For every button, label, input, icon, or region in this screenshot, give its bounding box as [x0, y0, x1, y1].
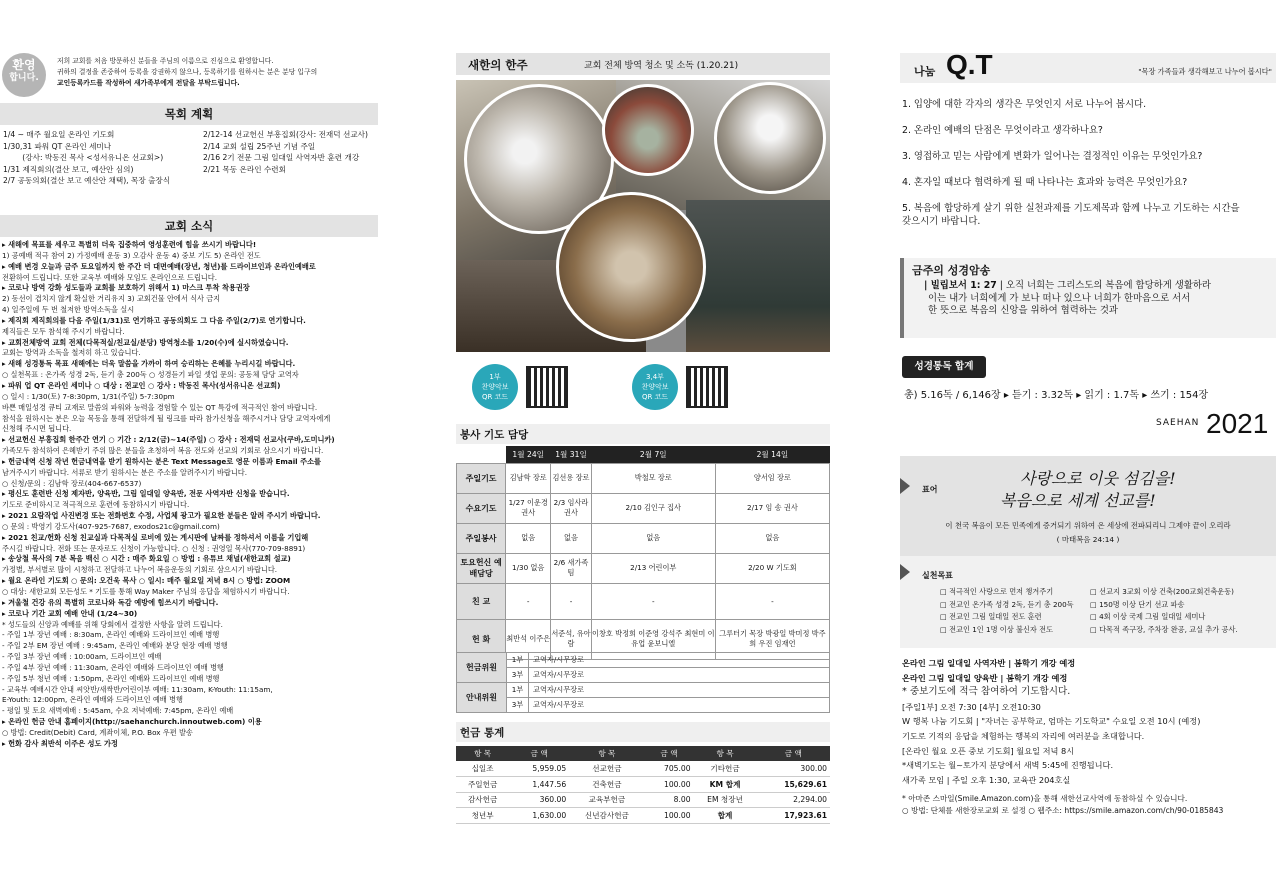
table-row: 십일조 5,959.05 선교헌금 705.00 기타헌금 300.00	[456, 761, 830, 777]
qr-code-service34[interactable]	[686, 366, 728, 408]
news-line: 기도로 준비하시고 적극적으로 훈련에 동참하시기 바랍니다.	[2, 500, 190, 510]
news-line: ▸ 평신도 훈련반 신청 제자반, 양육반, 그림 일대일 양육반, 전문 사역자반 신청을 받습니다.	[2, 489, 290, 499]
goals-label: 실천목표	[922, 571, 953, 580]
brand-year: 2021	[1206, 408, 1269, 439]
motto-label: 표어	[922, 485, 938, 494]
news-line: 참석을 원하시는 분은 오늘 목동을 통해 전달하게 될 링크를 따라 참가신청을 해주시거나 담당 교역자에게	[2, 413, 331, 423]
service-table: 1월 24일 1월 31일 2월 7일 2월 14일 주일기도 김남학 장로 김선용 장로 박철모 장로 양서임 장로 수요기도 1/27 이운경 권사 2/3 임사라 권사 2/10 김인구 집사 2/17 임 송 권사 주일봉사 없음 없음 없음 없음 토요헌신 예배담당 1/30 없음 2/6 새가족팀 2/13 어린이부 2/20 W 기도회 친 교 - - - - 헌 화 최반석 이주은 서준석, 유아람 이창호 박정희 이준영 강석주 최현미 이유업 윤보니엘 그루터기 목장 박광일 박미정 박주희 우진 임재언	[456, 446, 830, 660]
offering-title: 헌금 통계	[456, 722, 830, 742]
qt-header	[900, 49, 1276, 83]
reading-stats: 총) 5.16독 / 6,146장 ▸ 듣기 : 3.32독 ▸ 읽기 : 1.7독 ▸ 쓰기 : 154장	[904, 390, 1209, 401]
motto-line2: 복음으로 세계 선교를!	[1000, 491, 1156, 510]
qt-questions: 1. 입양에 대한 각자의 생각은 무엇인지 서로 나누어 봅시다. 2. 온라인 예배의 단점은 무엇이라고 생각하나요? 3. 영접하고 믿는 사람에게 변화가 일어나는 결정적인 이유는 무엇인가요? 4. 혼자일 때보다 협력하게 될 때 나타나는 효과와 능력은 무엇인가요? 5. 복음에 합당하게 살기 위한 실천과제를 기도제목과 함께 나누고 기도하는 시간을 갖으시기 바랍니다.	[902, 99, 1240, 227]
news-line: 주시길 바랍니다. 전화 또는 문자로도 신청이 가능합니다. ○ 신청 : 권영일 목사(770-709-8891)	[2, 543, 306, 553]
news-line: 가정별, 부서별로 많이 시청하고 전달하고 나누어 복음운동의 기회로 삼으시기 바랍니다.	[2, 565, 278, 575]
motto-line1: 사랑으로 이웃 섬김을!	[1020, 469, 1176, 488]
news-line: ▸ 온라인 헌금 안내 홈페이지(http://saehanchurch.innoutweb.com) 이용	[2, 717, 262, 727]
qt-label: 나눔	[914, 65, 936, 78]
news-line: ○ 신청/문의 : 김남학 장로(404-667-6537)	[2, 478, 142, 488]
service-title: 봉사 기도 담당	[456, 424, 830, 444]
welcome-badge: 환영 합니다.	[2, 53, 46, 97]
news-list	[0, 240, 378, 750]
offering-table: 항 목 금 액 항 목 금 액 항 목 금 액 십일조 5,959.05 선교헌금 705.00 기타헌금 300.00 주일헌금 1,447.56 건축헌금 100.00 KM 합계 15,629.61 감사헌금 360.00 교육부헌금 8.00 EM 청장년 2,294.00 청년부 1,630.00 신년감사헌금 100.00 합계 17,923.61	[456, 746, 830, 824]
news-line: - 교육부 예배시간 안내 씨앗반/새싹반/어린이부 예배: 11:30am, K-Youth: 11:15am,	[2, 684, 273, 694]
week-caption: 교회 전체 방역 청소 및 소독 (1.20.21)	[584, 61, 739, 71]
news-line: 제직들은 모두 참석해 주시기 바랍니다.	[2, 326, 125, 336]
news-line: ▸ 선교헌신 부흥집회 한주간 연기 ○ 기간 : 2/12(금)~14(주일) ○ 강사 : 전재덕 선교사(쿠바,도미니카)	[2, 435, 335, 445]
news-line: - 주일 5부 청년 예배 : 1:50pm, 온라인 예배와 드라이브인 예배 병행	[2, 673, 220, 683]
news-line: ▸ 2021 요람작업 사진변경 또는 전화번호 수정, 사업체 광고가 필요한 분들은 알려 주시기 바랍니다.	[2, 511, 321, 521]
goals-list: □ 적극적인 사랑으로 먼저 챙겨주기 □ 선교지 3교회 이상 건축(200교회건축운동) □ 전교인 온가족 성경 2독, 듣기 총 200독 □ 150명 이상 단기 선교 파송 □ 전교인 그림 일대일 전도 훈련 □ 4회 이상 국제 그림 일대일 세미나 □ 전교인 1인 1명 이상 불신자 전도 □ 다목적 족구장, 주차장 완공, 교실 추가 공사.	[940, 587, 1238, 634]
week-header	[456, 53, 830, 75]
news-line: 교회는 방역과 소독을 철저히 하고 있습니다.	[2, 348, 141, 358]
news-line: ▸ 겨울철 건강 유의 특별히 코로나와 독감 예방에 힘쓰시기 바랍니다.	[2, 597, 219, 607]
news-line: 가족모두 참석하여 은혜받기 주위 많은 분들을 초청하여 복음 전도와 선교의 기회로 삼으시기 바랍니다.	[2, 446, 324, 456]
table-row: 토요헌신 예배담당 1/30 없음 2/6 새가족팀 2/13 어린이부 2/20 W 기도회	[457, 553, 830, 583]
table-row: 청년부 1,630.00 신년감사헌금 100.00 합계 17,923.61	[456, 808, 830, 824]
table-row: 주일기도 김남학 장로 김선용 장로 박철모 장로 양서임 장로	[457, 463, 830, 493]
news-line: - 주일 1부 장년 예배 : 8:30am, 온라인 예배와 드라이브인 예배 병행	[2, 630, 220, 640]
news-line: ○ 일시 : 1/30(토) 7-8:30pm, 1/31(주일) 5-7:30pm	[2, 391, 175, 401]
news-line: E-Youth: 12:00pm, 온라인 예배와 드라이브인 예배 병행	[2, 695, 183, 705]
news-line: ▸ 예배 변경 오늘과 금주 토요일까지 한 주간 더 대면예배(장년, 청년)를 드라이브인과 온라인예배로	[2, 261, 316, 271]
news-line: ▸ 새해 성경통독 목표 새해에는 더욱 말씀을 가까이 하여 승리하는 은혜를 누리시길 바랍니다.	[2, 359, 296, 369]
news-line: 신청해 주시면 됩니다.	[2, 424, 72, 434]
news-line: - 평일 및 토요 새벽예배 : 5:45am, 수요 저녁예배: 7:45pm, 온라인 예배	[2, 706, 234, 716]
news-line: - 주일 3부 장년 예배 : 10:00am, 드라이브인 예배	[2, 652, 162, 662]
news-line: ▸ 파워 업 QT 온라인 세미나 ○ 대상 : 전교인 ○ 강사 : 박동진 목사(성서유니온 선교회)	[2, 380, 281, 390]
week-title: 새한의 한주	[468, 58, 528, 72]
news-line: 4) 일주일에 두 번 철저한 방역소독을 실시	[2, 305, 135, 315]
reading-badge: 성경통독 합계	[902, 356, 986, 378]
news-header: 교회 소식	[0, 215, 378, 237]
right-column	[896, 0, 1280, 886]
motto-verse-ref: ( 마태복음 24:14 )	[1056, 535, 1120, 544]
welcome-text: 저희 교회를 처음 방문하신 분들을 주님의 이름으로 진심으로 환영합니다. 귀하의 결정을 존중하여 등록을 강권하지 않으나, 등록하기를 원하시는 분은 분당 입구의 교인등록카드를 작성하여 새가족부에게 전달을 부탁드립니다.	[57, 57, 318, 88]
memory-ref: 빌립보서 1: 27	[930, 280, 997, 291]
disinfection-photo-collage	[456, 80, 830, 352]
news-line: ▸ 교회전체방역 교회 전체(다목적실/친교실/분당) 방역청소를 1/20(수)에 실시하였습니다.	[2, 337, 289, 347]
news-line: - 주일 2부 EM 장년 예배 : 9:45am, 온라인 예배와 분당 현장 예배 병행	[2, 641, 228, 651]
staff-table: 헌금위원 1부 교역자/시무장로 3부 교역자/시무장로 안내위원 1부 교역자/시무장로 3부 교역자/시무장로	[456, 652, 830, 713]
motto-box	[900, 456, 1276, 648]
announcements: 온라인 그림 일대일 사역자반 | 봄학기 개강 예정 온라인 그림 일대일 양육반 | 봄학기 개강 예정 * 중보기도에 적극 참여하여 기도합시다. [주일1부] 오전 7:30 [4부] 오전10:30 W 행복 나눔 기도회 | "자녀는 공부학교, 엄마는 기도학교" 수요일 오전 10시 (예정) 기도로 기적의 응답을 체험하는 행복의 자리에 여러분을 초대합니다. [온라인 월요 오픈 중보 기도회] 월요일 저녁 8시 *새벽기도는 월~토가지 분당에서 새벽 5:45에 진행됩니다. 새가족 모임 | 주일 오후 1:30, 교육관 204호실 * 아마존 스마일(Smile.Amazon.com)을 통해 새한선교사역에 동참하실 수 있습니다. ○ 방법: 단체를 새한장로교회 로 설정 ○ 웹주소: https://smile.amazon.com/ch/90-0185843	[902, 656, 1276, 817]
news-line: ▸ 월요 온라인 기도회 ○ 문의: 오건욱 목사 ○ 일시: 매주 월요일 저녁 8시 ○ 방법: ZOOM	[2, 576, 291, 586]
news-line: ○ 대상: 새한교회 모든성도 * 기도를 통해 Way Maker 주님의 응답을 체험하시기 바랍니다.	[2, 587, 290, 596]
news-line: ○ 방법: Credit(Debit) Card, 계좌이체, P.O. Box 우편 발송	[2, 727, 193, 737]
qr-badge-service1: 1부 찬양악보 QR 코드	[472, 364, 518, 410]
table-row: 주일봉사 없음 없음 없음 없음	[457, 523, 830, 553]
memory-verse-box: 금주의 성경암송 | 빌립보서 1: 27 | 오직 너희는 그리스도의 복음에 합당하게 생활하라 이는 내가 너희에게 가 보나 떠나 있으나 너희가 한마음으로 서서 한 뜻으로 복음의 신앙을 위하여 협력하는 것과	[900, 258, 1276, 338]
news-line: 남겨주시기 바랍니다. 서류로 받기 원하시는 분은 주소를 알려주시기 바랍니다.	[2, 467, 248, 477]
news-line: ▸ 제직회 제직회의를 다음 주일(1/31)로 연기하고 공동의회도 그 다음 주일(2/7)로 연기합니다.	[2, 315, 306, 325]
news-line: 1) 공예배 적극 참여 2) 가정예배 운동 3) 오감사 운동 4) 중보 기도 5) 온라인 전도	[2, 250, 261, 260]
table-row: 헌 화 최반석 이주은 서준석, 유아람 이창호 박정희 이준영 강석주 최현미 이유업 윤보니엘 그루터기 목장 박광일 박미정 박주희 우진 임재언	[457, 619, 830, 659]
table-row: 감사헌금 360.00 교육부헌금 8.00 EM 청장년 2,294.00	[456, 792, 830, 808]
news-line: 바쁜 매일성경 큐티 교재로 말씀의 파워와 능력을 경험할 수 있는 QT 특강에 적극적인 참여 바랍니다.	[2, 402, 318, 412]
news-line: 전환하여 드립니다. 또한 교육부 예배와 모임도 온라인으로 드립니다.	[2, 272, 217, 282]
pastoral-header: 목회 계획	[0, 103, 378, 125]
qt-title: Q.T	[946, 49, 993, 80]
news-line: 2) 동선이 겹치지 않게 확실한 거리유지 3) 교회건물 안에서 식사 금지	[2, 294, 221, 304]
qr-code-service1[interactable]	[526, 366, 568, 408]
news-line: ▸ 새해에 목표를 세우고 특별히 더욱 집중하여 영성훈련에 힘을 쓰시기 바랍니다!	[2, 240, 257, 249]
brand-name: SAEHAN	[1156, 418, 1200, 428]
news-line: - 주일 4부 장년 예배 : 11:30am, 온라인 예배와 드라이브인 예배 병행	[2, 662, 224, 672]
qt-subtitle: "목장 가족들과 생각해보고 나누어 봅시다"	[1138, 67, 1272, 76]
table-row: 수요기도 1/27 이운경 권사 2/3 임사라 권사 2/10 김인구 집사 2/17 임 송 권사	[457, 493, 830, 523]
news-line: ▸ 헌화 감사 최반석 이주은 성도 가정	[2, 738, 118, 748]
table-row: 주일헌금 1,447.56 건축헌금 100.00 KM 합계 15,629.61	[456, 777, 830, 793]
news-line: ▸ 송상철 목사의 7분 복음 백신 ○ 시간 : 매주 화요일 ○ 방법 : 유튜브 채널(새한교회 설교)	[2, 554, 291, 564]
qr-badge-service34: 3,4부 찬양악보 QR 코드	[632, 364, 678, 410]
table-row: 친 교 - - - -	[457, 583, 830, 619]
pastoral-schedule: 1/4 ~ 매주 월요일 온라인 기도회 2/12-14 선교헌신 부흥집회(강사: 전재덕 선교사) 1/30,31 파워 QT 온라인 세미나 2/14 교회 설립 25주년 기념 주일 (강사: 박동진 목사 <성서유니온 선교회>) 2/16 2기 전문 그림 일대일 사역자반 훈련 개강 1/31 제직회의(결산 보고, 예산안 심의) 2/21 목동 온라인 수련회 2/7 공동의회(결산 보고 예산안 채택), 목장 출장식	[3, 130, 368, 186]
news-line: ▸ 2021 친교/헌화 신청 친교실과 다목적실 로비에 있는 게시판에 날짜를 정하셔서 이름을 기입해	[2, 532, 309, 542]
middle-column	[452, 0, 834, 886]
news-line: ○ 실천목표 : 온가족 성경 2독, 듣기 총 200독 ○ 성경듣기 파일 셋업 문의: 공동체 담당 교역자	[2, 370, 299, 380]
news-line: * 성도들의 신앙과 예배를 위해 당회에서 결정한 사항을 알려 드립니다.	[2, 619, 223, 629]
news-line: ▸ 헌금내역 신청 작년 헌금내역을 받기 원하시는 분은 Text Message로 영문 이름과 Email 주소를	[2, 456, 321, 466]
left-column	[0, 0, 378, 886]
news-line: ▸ 코로나 기간 교회 예배 안내 (1/24~30)	[2, 608, 138, 618]
amazon-smile-link[interactable]: ○ 방법: 단체를 새한장로교회 로 설정 ○ 웹주소: https://smile.amazon.com/ch/90-0185843	[902, 806, 1224, 816]
memory-title: 금주의 성경암송	[912, 264, 991, 277]
news-line: ▸ 코로나 방역 강화 성도들과 교회를 보호하기 위해서 1) 마스크 투착 착용권장	[2, 283, 250, 293]
news-line: ○ 문의 : 박영기 강도사(407-925-7687, exodos21c@gmail.com)	[2, 521, 220, 531]
motto-verse: 이 천국 복음이 모든 민족에게 증거되기 위하여 온 세상에 전파되리니 그제야 끝이 오리라	[945, 521, 1231, 530]
